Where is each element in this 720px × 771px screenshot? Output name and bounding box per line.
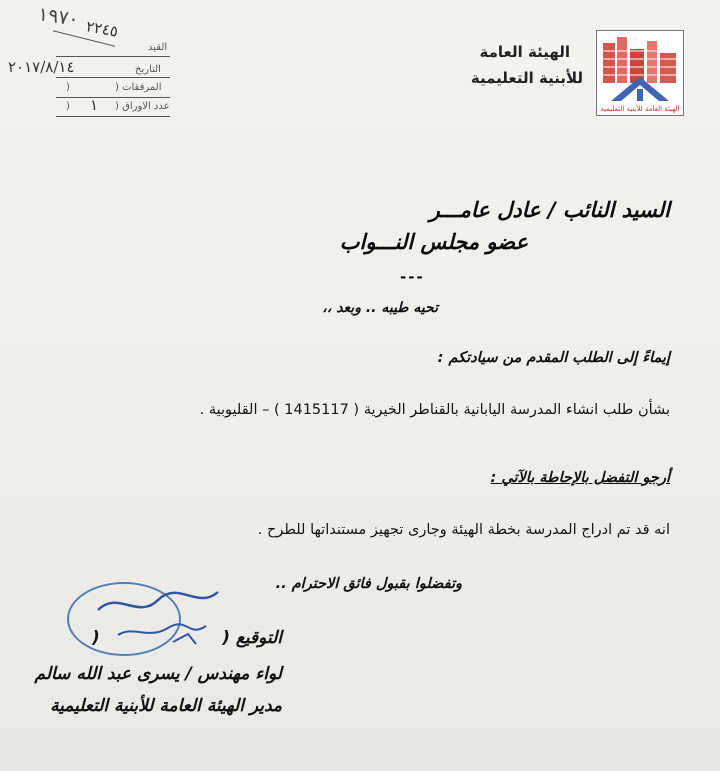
greeting: تحيه طيبه .. وبعد ،، — [322, 300, 438, 316]
org-name-line2: للأبنية التعليمية — [470, 69, 583, 87]
ref-rule — [56, 56, 170, 57]
separator-dashes: --- — [400, 268, 425, 286]
reference-number-handwritten: ١٩٧٠ — [36, 3, 81, 31]
attachments-rule — [56, 97, 170, 98]
addressee-title: عضو مجلس النـــواب — [339, 230, 528, 254]
pages-rule — [56, 116, 170, 117]
label-attachments: المرفقات ( — [115, 82, 162, 93]
signatory-title: مدير الهيئة العامة للأبنية التعليمية — [50, 696, 282, 716]
pages-close: ) — [66, 101, 70, 112]
logo-graphic — [597, 31, 683, 105]
date-value: ٢٠١٧/٨/١٤ — [8, 58, 75, 76]
date-rule — [56, 77, 170, 78]
ref-value: ٢٢٤٥ — [84, 17, 120, 41]
handwritten-signature — [78, 580, 238, 660]
request-intro: أرجو التفضل بالإحاطة بالآتي : — [490, 470, 670, 486]
attachments-close: ) — [66, 82, 70, 93]
signature-close: ) — [92, 628, 100, 648]
signature-label: التوقيع ( — [222, 628, 282, 648]
label-pages: عدد الاوراق ( — [115, 101, 170, 112]
logo-caption: الهيئة العامة للأبنية التعليمية — [597, 104, 683, 115]
pages-value: ١ — [90, 96, 99, 114]
closing: وتفضلوا بقبول فائق الاحترام .. — [275, 576, 462, 592]
label-ref: القيد — [148, 42, 168, 53]
label-date: التاريخ — [135, 64, 161, 75]
letter-body: انه قد تم ادراج المدرسة بخطة الهيئة وجارى تجهيز مستنداتها للطرح . — [257, 522, 670, 538]
reference-intro: إيماءً إلى الطلب المقدم من سيادتكم : — [437, 350, 670, 366]
organization-logo — [596, 30, 684, 116]
addressee-name: السيد النائب / عادل عامـــر — [429, 198, 670, 222]
letter-subject: بشأن طلب انشاء المدرسة اليابانية بالقناطر الخيرية ( 1415117 ) – القليوبية . — [199, 402, 670, 418]
org-name-line1: الهيئة العامة — [479, 43, 570, 61]
signatory-name: لواء مهندس / يسرى عبد الله سالم — [34, 664, 282, 684]
